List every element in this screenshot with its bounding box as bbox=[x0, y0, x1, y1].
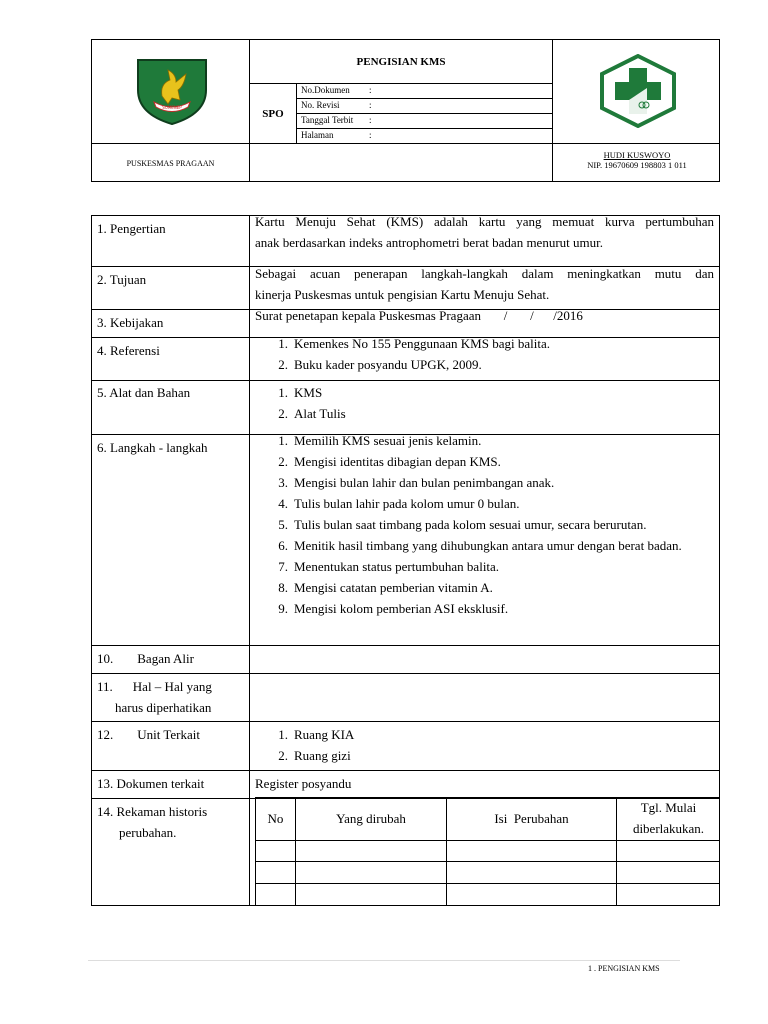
document-header bbox=[91, 39, 720, 182]
row-text-dokumen-terkait: Register posyandu bbox=[255, 776, 352, 791]
document-title: PENGISIAN KMS bbox=[356, 55, 446, 68]
list-item: 2. Ruang gizi bbox=[278, 748, 351, 763]
list-item: 6. Menitik hasil timbang yang dihubungkan antara umur dengan berat badan. bbox=[278, 538, 682, 553]
list-referensi bbox=[268, 333, 714, 375]
signer-name: HUDI KUSWOYO bbox=[603, 150, 671, 160]
list-item: 3. Mengisi bulan lahir dan bulan penimbangan anak. bbox=[278, 475, 555, 490]
row-label-langkah: 6. Langkah - langkah bbox=[97, 440, 208, 455]
page-footer: 1 . PENGISIAN KMS bbox=[588, 964, 660, 973]
row-text-kebijakan: Surat penetapan kepala Puskesmas Pragaan / / /2016 bbox=[255, 308, 583, 323]
regency-logo bbox=[132, 56, 212, 126]
list-item: 5. Tulis bulan saat timbang pada kolom sesuai umur, secara berurutan. bbox=[278, 517, 647, 532]
list-item: 1. Memilih KMS sesuai jenis kelamin. bbox=[278, 433, 482, 448]
list-alat-bahan bbox=[268, 382, 714, 424]
list-item: 9. Mengisi kolom pemberian ASI eksklusif. bbox=[278, 601, 509, 616]
row-label-referensi: 4. Referensi bbox=[97, 343, 160, 358]
row-label-kebijakan: 3. Kebijakan bbox=[97, 315, 164, 330]
field-no-revisi: No. Revisi bbox=[301, 100, 340, 110]
row-label-tujuan: 2. Tujuan bbox=[97, 272, 147, 287]
row-label-pengertian: 1. Pengertian bbox=[97, 221, 166, 236]
list-item: 2. Buku kader posyandu UPGK, 2009. bbox=[278, 357, 482, 372]
spo-label: SPO bbox=[262, 107, 284, 120]
history-header-dirubah: Yang dirubah bbox=[336, 811, 406, 826]
row-text-tujuan: Sebagai acuan penerapan langkah-langkah dalam meningkatkan mutu dan kinerja Puskesmas untuk pengisian Kartu Menuju Sehat. bbox=[255, 266, 714, 302]
list-item: 2. Alat Tulis bbox=[278, 406, 346, 421]
row-label-alat-bahan: 5. Alat dan Bahan bbox=[97, 385, 191, 400]
list-langkah bbox=[268, 430, 714, 619]
list-item: 4. Tulis bulan lahir pada kolom umur 0 bulan. bbox=[278, 496, 520, 511]
field-no-dokumen: No.Dokumen bbox=[301, 85, 350, 95]
signer-nip: NIP. 19670609 198803 1 011 bbox=[587, 160, 687, 170]
row-label-hal-diperhatikan: 11. Hal – Hal yang harus diperhatikan bbox=[97, 679, 212, 715]
list-item: 2. Mengisi identitas dibagian depan KMS. bbox=[278, 454, 501, 469]
document-fields: No.Dokumen : No. Revisi : Tanggal Terbit : Halaman : bbox=[297, 84, 552, 143]
row-label-rekaman-historis: 14. Rekaman historis perubahan. bbox=[97, 804, 208, 840]
list-item: 1. KMS bbox=[278, 385, 323, 400]
row-label-dokumen-terkait: 13. Dokumen terkait bbox=[97, 776, 205, 791]
history-header-isi: Isi Perubahan bbox=[494, 811, 569, 826]
row-label-bagan-alir: 10. Bagan Alir bbox=[97, 651, 194, 666]
field-halaman: Halaman bbox=[301, 130, 334, 140]
list-item: 1. Kemenkes No 155 Penggunaan KMS bagi balita. bbox=[278, 336, 550, 351]
row-label-unit-terkait: 12. Unit Terkait bbox=[97, 727, 201, 742]
history-header-tgl: Tgl. Mulai diberlakukan. bbox=[632, 800, 705, 836]
logo-banner-text: SUMENEP bbox=[162, 105, 182, 110]
field-tanggal-terbit: Tanggal Terbit bbox=[301, 115, 354, 125]
signer bbox=[553, 150, 721, 170]
history-table bbox=[255, 797, 720, 906]
list-unit-terkait bbox=[268, 724, 714, 766]
list-item: 7. Menentukan status pertumbuhan balita. bbox=[278, 559, 500, 574]
list-item: 8. Mengisi catatan pemberian vitamin A. bbox=[278, 580, 493, 595]
row-text-pengertian: Kartu Menuju Sehat (KMS) adalah kartu yang memuat kurva pertumbuhan anak berdasarkan indeks antrophometri berat badan menurut umur. bbox=[255, 214, 714, 250]
history-header-no: No bbox=[267, 811, 284, 826]
puskesmas-logo bbox=[598, 54, 678, 128]
org-name: PUSKESMAS PRAGAAN bbox=[126, 158, 215, 168]
list-item: 1. Ruang KIA bbox=[278, 727, 355, 742]
